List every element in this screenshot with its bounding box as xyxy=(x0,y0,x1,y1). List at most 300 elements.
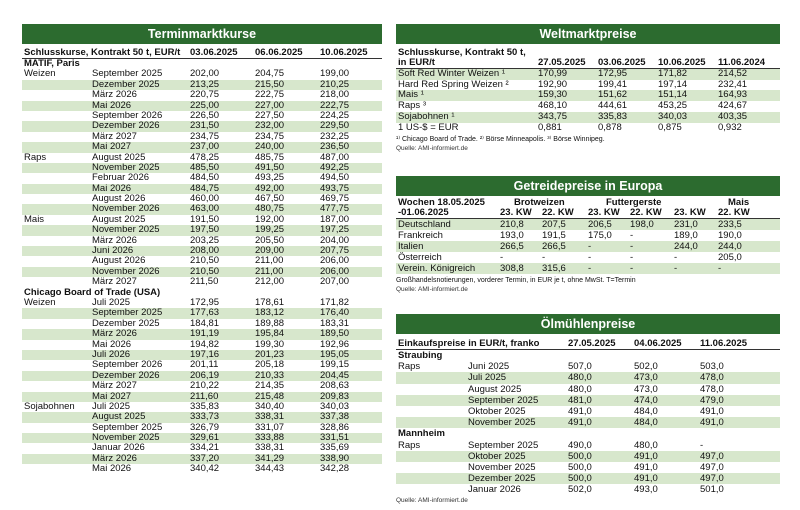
oelmuehlen-price-cell: 473,0 xyxy=(634,372,658,384)
price-cell: 484,50 xyxy=(190,172,220,184)
price-cell: 331,07 xyxy=(255,421,285,433)
getreide-country: Frankreich xyxy=(398,229,443,241)
getreide-price-cell: 244,0 xyxy=(674,240,698,252)
contract-month: Mai 2027 xyxy=(92,390,132,402)
price-cell: 234,75 xyxy=(190,130,220,142)
price-cell: 493,75 xyxy=(320,182,350,194)
weltmarkt-title: Weltmarktpreise xyxy=(396,24,780,44)
price-cell: 207,75 xyxy=(320,245,350,257)
price-cell: 340,40 xyxy=(255,400,285,412)
price-cell: 338,31 xyxy=(255,411,285,423)
oelmuehlen-section-row xyxy=(396,350,780,361)
oelmuehlen-panel xyxy=(396,314,780,510)
price-cell: 199,25 xyxy=(255,224,285,236)
contract-month: März 2026 xyxy=(92,234,137,246)
oelmuehlen-delivery-month: September 2025 xyxy=(468,394,539,406)
weltmarkt-price-cell: 232,41 xyxy=(718,78,748,90)
terminmarkt-table-row xyxy=(22,329,382,339)
oelmuehlen-price-cell: - xyxy=(700,439,704,451)
price-cell: 210,50 xyxy=(190,265,220,277)
oelmuehlen-delivery-month: November 2025 xyxy=(468,461,536,473)
price-cell: 210,25 xyxy=(320,78,350,90)
oelmuehlen-price-cell: 497,0 xyxy=(700,461,724,473)
oelmuehlen-price-cell: 501,0 xyxy=(700,484,724,496)
price-cell: 209,00 xyxy=(255,245,285,257)
terminmarkt-table-row xyxy=(22,90,382,100)
price-cell: 493,25 xyxy=(255,172,285,184)
getreide-kw-6: 22. KW xyxy=(718,207,750,219)
oelmuehlen-price-cell: 480,0 xyxy=(568,372,592,384)
oelmuehlen-table-row xyxy=(396,372,780,383)
weltmarkt-date-3: 10.06.2025 xyxy=(658,57,706,69)
oelmuehlen-price-cell: 491,0 xyxy=(568,405,592,417)
getreide-price-cell: 190,0 xyxy=(718,229,742,241)
weltmarkt-date-1: 27.05.2025 xyxy=(538,57,586,69)
weltmarkt-price-cell: 171,82 xyxy=(658,67,688,79)
getreide-country: Deutschland xyxy=(398,218,451,230)
price-cell: 189,88 xyxy=(255,317,285,329)
getreide-price-cell: 308,8 xyxy=(500,262,524,274)
price-cell: 344,43 xyxy=(255,463,285,475)
price-cell: 184,81 xyxy=(190,317,220,329)
getreide-price-cell: - xyxy=(630,240,634,252)
weltmarkt-price-cell: 199,41 xyxy=(598,78,628,90)
getreide-price-cell: - xyxy=(588,240,592,252)
terminmarkt-header-date-3: 10.06.2025 xyxy=(320,47,368,58)
getreide-group-mais: Mais xyxy=(728,197,750,208)
contract-month: März 2027 xyxy=(92,276,137,288)
price-cell: 199,30 xyxy=(255,338,285,350)
terminmarkt-header-label: Schlusskurse, Kontrakt 50 t, EUR/t xyxy=(24,47,181,58)
oelmuehlen-price-cell: 490,0 xyxy=(568,439,592,451)
price-cell: 485,50 xyxy=(190,161,220,173)
weltmarkt-price-cell: 151,14 xyxy=(658,89,688,101)
price-cell: 227,50 xyxy=(255,109,285,121)
price-cell: 183,31 xyxy=(320,317,350,329)
price-cell: 201,11 xyxy=(190,359,219,371)
contract-month: September 2026 xyxy=(92,359,163,371)
getreide-table-row xyxy=(396,230,780,241)
contract-month: Mai 2027 xyxy=(92,141,132,153)
oelmuehlen-delivery-month: Oktober 2025 xyxy=(468,405,526,417)
getreide-price-cell: - xyxy=(674,262,678,274)
terminmarkt-title: Terminmarktkurse xyxy=(22,24,382,44)
price-cell: 189,50 xyxy=(320,328,350,340)
oelmuehlen-header-date-3: 11.06.2025 xyxy=(700,338,748,349)
price-cell: 492,00 xyxy=(255,182,285,194)
price-cell: 211,00 xyxy=(255,255,284,267)
weltmarkt-price-cell: 0,875 xyxy=(658,121,682,133)
terminmarkt-header-date-2: 06.06.2025 xyxy=(255,47,303,58)
getreide-price-cell: - xyxy=(630,229,634,241)
price-cell: 469,75 xyxy=(320,193,350,205)
weltmarkt-price-cell: 197,14 xyxy=(658,78,688,90)
price-cell: 240,00 xyxy=(255,141,285,153)
contract-month: Mai 2026 xyxy=(92,463,132,475)
contract-month: September 2025 xyxy=(92,421,163,433)
getreide-price-cell: 191,5 xyxy=(542,229,566,241)
price-cell: 215,48 xyxy=(255,390,285,402)
getreide-group-brotweizen: Brotweizen xyxy=(514,197,565,208)
getreide-kw-3: 23. KW xyxy=(588,207,620,219)
oelmuehlen-delivery-month: Januar 2026 xyxy=(468,484,521,496)
price-cell: 485,75 xyxy=(255,151,285,163)
price-cell: 338,90 xyxy=(320,452,350,464)
weltmarkt-price-cell: 444,61 xyxy=(598,100,628,112)
getreide-country: Verein. Königreich xyxy=(398,262,476,274)
oelmuehlen-price-cell: 479,0 xyxy=(700,394,724,406)
price-cell: 333,73 xyxy=(190,411,220,423)
price-cell: 478,25 xyxy=(190,151,220,163)
oelmuehlen-table-row xyxy=(396,462,780,473)
contract-month: November 2025 xyxy=(92,224,160,236)
price-cell: 197,25 xyxy=(320,224,350,236)
contract-month: Dezember 2026 xyxy=(92,369,160,381)
weltmarkt-source: Quelle: AMI-informiert.de xyxy=(396,144,468,152)
getreide-table-row xyxy=(396,219,780,230)
contract-month: November 2026 xyxy=(92,203,160,215)
oelmuehlen-table-row xyxy=(396,395,780,406)
price-cell: 177,63 xyxy=(190,307,220,319)
commodity-label: Weizen xyxy=(24,68,56,80)
getreide-price-cell: 207,5 xyxy=(542,218,566,230)
getreide-price-cell: 266,5 xyxy=(500,240,524,252)
commodity-label: Raps xyxy=(24,151,47,163)
contract-month: März 2027 xyxy=(92,130,137,142)
oelmuehlen-price-cell: 491,0 xyxy=(568,417,592,429)
getreide-table-body xyxy=(396,219,780,274)
weltmarkt-product-name: Mais ¹ xyxy=(398,89,424,101)
oelmuehlen-price-cell: 478,0 xyxy=(700,383,724,395)
getreide-source: Quelle: AMI-informiert.de xyxy=(396,286,468,294)
price-cell: 237,00 xyxy=(190,141,220,153)
price-cell: 215,50 xyxy=(255,78,285,90)
price-cell: 335,69 xyxy=(320,442,350,454)
price-cell: 207,00 xyxy=(320,276,350,288)
contract-month: Juli 2025 xyxy=(92,400,131,412)
price-cell: 234,75 xyxy=(255,130,285,142)
price-cell: 204,00 xyxy=(320,234,350,246)
contract-month: November 2026 xyxy=(92,265,160,277)
weltmarkt-price-cell: 159,30 xyxy=(538,89,568,101)
weltmarkt-table-body xyxy=(396,69,780,134)
price-cell: 224,25 xyxy=(320,109,350,121)
contract-month: September 2026 xyxy=(92,109,163,121)
commodity-label: Mais xyxy=(24,213,45,225)
price-cell: 236,50 xyxy=(320,141,350,153)
getreide-price-cell: - xyxy=(630,251,634,263)
price-cell: 341,29 xyxy=(255,452,285,464)
commodity-label: Weizen xyxy=(24,296,56,308)
price-cell: 232,25 xyxy=(320,130,350,142)
contract-month: März 2026 xyxy=(92,328,137,340)
getreide-header-row-2 xyxy=(396,208,780,218)
terminmarkt-section-label: MATIF, Paris xyxy=(24,58,80,69)
getreide-price-cell: 193,0 xyxy=(500,229,524,241)
price-cell: 227,00 xyxy=(255,99,285,111)
price-cell: 178,61 xyxy=(255,296,285,308)
getreide-table-row xyxy=(396,263,780,274)
weltmarkt-price-cell: 192,90 xyxy=(538,78,568,90)
oelmuehlen-delivery-month: Dezember 2025 xyxy=(468,473,536,485)
oelmuehlen-price-cell: 484,0 xyxy=(634,405,658,417)
price-cell: 492,25 xyxy=(320,161,350,173)
getreide-price-cell: 206,5 xyxy=(588,218,612,230)
contract-month: Dezember 2026 xyxy=(92,120,160,132)
oelmuehlen-price-cell: 507,0 xyxy=(568,361,592,373)
getreide-kw-2: 22. KW xyxy=(542,207,574,219)
price-cell: 484,75 xyxy=(190,182,220,194)
commodity-label: Sojabohnen xyxy=(24,400,75,412)
oelmuehlen-price-cell: 491,0 xyxy=(634,450,658,462)
contract-month: Mai 2026 xyxy=(92,338,132,350)
price-cell: 210,22 xyxy=(190,380,220,392)
oelmuehlen-price-cell: 491,0 xyxy=(634,461,658,473)
contract-month: August 2025 xyxy=(92,151,146,163)
oelmuehlen-delivery-month: Juli 2025 xyxy=(468,372,507,384)
price-cell: 209,83 xyxy=(320,390,350,402)
weltmarkt-product-name: Raps ³ xyxy=(398,100,426,112)
oelmuehlen-delivery-month: Juni 2025 xyxy=(468,361,510,373)
weltmarkt-price-cell: 0,878 xyxy=(598,121,622,133)
price-cell: 191,19 xyxy=(190,328,220,340)
oelmuehlen-price-cell: 500,0 xyxy=(568,450,592,462)
getreide-country: Italien xyxy=(398,240,424,252)
weltmarkt-product-name: Soft Red Winter Weizen ¹ xyxy=(398,67,506,79)
price-cell: 176,40 xyxy=(320,307,350,319)
oelmuehlen-commodity: Raps xyxy=(398,361,421,373)
getreide-panel xyxy=(396,176,780,306)
price-cell: 467,50 xyxy=(255,193,285,205)
getreide-price-cell: 315,6 xyxy=(542,262,566,274)
oelmuehlen-table-row xyxy=(396,440,780,451)
weltmarkt-price-cell: 403,35 xyxy=(718,110,748,122)
oelmuehlen-header-row xyxy=(396,337,780,350)
weltmarkt-price-cell: 335,83 xyxy=(598,110,628,122)
weltmarkt-price-cell: 0,881 xyxy=(538,121,562,133)
price-cell: 204,75 xyxy=(255,68,285,80)
terminmarkt-table-row xyxy=(22,464,382,474)
oelmuehlen-price-cell: 480,0 xyxy=(634,439,658,451)
oelmuehlen-header-date-1: 27.05.2025 xyxy=(568,338,616,349)
getreide-price-cell: 205,0 xyxy=(718,251,742,263)
price-cell: 218,00 xyxy=(320,89,350,101)
price-cell: 463,00 xyxy=(190,203,220,215)
weltmarkt-date-2: 03.06.2025 xyxy=(598,57,646,69)
price-cell: 211,50 xyxy=(190,276,219,288)
oelmuehlen-price-cell: 497,0 xyxy=(700,450,724,462)
contract-month: März 2027 xyxy=(92,380,137,392)
contract-month: Februar 2026 xyxy=(92,172,150,184)
price-cell: 220,75 xyxy=(190,89,220,101)
weltmarkt-table-row xyxy=(396,123,780,134)
price-cell: 183,12 xyxy=(255,307,285,319)
oelmuehlen-table-row xyxy=(396,451,780,462)
oelmuehlen-commodity: Raps xyxy=(398,439,421,451)
getreide-table-row xyxy=(396,252,780,263)
oelmuehlen-price-cell: 491,0 xyxy=(634,473,658,485)
getreide-kw-5: 23. KW xyxy=(674,207,706,219)
price-cell: 225,00 xyxy=(190,99,220,111)
getreide-wochen-label-2: -01.06.2025 xyxy=(398,207,449,219)
oelmuehlen-source: Quelle: AMI-informiert.de xyxy=(396,497,468,505)
weltmarkt-date-4: 11.06.2024 xyxy=(718,57,766,69)
price-cell: 171,82 xyxy=(320,296,350,308)
getreide-group-futtergerste: Futtergerste xyxy=(606,197,662,208)
oelmuehlen-price-cell: 500,0 xyxy=(568,473,592,485)
price-cell: 210,33 xyxy=(255,369,285,381)
price-cell: 205,18 xyxy=(255,359,285,371)
oelmuehlen-delivery-month: Oktober 2025 xyxy=(468,450,526,462)
price-cell: 222,75 xyxy=(255,89,285,101)
oelmuehlen-header-label: Einkaufspreise in EUR/t, franko xyxy=(398,338,540,349)
price-cell: 342,28 xyxy=(320,463,350,475)
price-cell: 195,84 xyxy=(255,328,285,340)
weltmarkt-price-cell: 151,62 xyxy=(598,89,628,101)
contract-month: Januar 2026 xyxy=(92,442,145,454)
price-cell: 208,00 xyxy=(190,245,220,257)
oelmuehlen-table-row xyxy=(396,361,780,372)
contract-month: Juli 2025 xyxy=(92,296,131,308)
weltmarkt-footnote: ¹⁾ Chicago Board of Trade. ²⁾ Börse Minneapolis. ³⁾ Börse Winnipeg. xyxy=(396,135,605,143)
oelmuehlen-table-body xyxy=(396,350,780,495)
oelmuehlen-price-cell: 484,0 xyxy=(634,417,658,429)
price-cell: 331,51 xyxy=(320,432,350,444)
price-cell: 199,00 xyxy=(320,68,350,80)
getreide-price-cell: 175,0 xyxy=(588,229,612,241)
price-cell: 337,38 xyxy=(320,411,350,423)
price-cell: 340,42 xyxy=(190,463,220,475)
contract-month: Juni 2026 xyxy=(92,245,134,257)
price-cell: 187,00 xyxy=(320,213,350,225)
weltmarkt-price-cell: 214,52 xyxy=(718,67,748,79)
price-cell: 231,50 xyxy=(190,120,220,132)
oelmuehlen-section-label: Straubing xyxy=(398,350,443,361)
oelmuehlen-delivery-month: November 2025 xyxy=(468,417,536,429)
oelmuehlen-delivery-month: September 2025 xyxy=(468,439,539,451)
getreide-price-cell: 189,0 xyxy=(674,229,698,241)
oelmuehlen-price-cell: 497,0 xyxy=(700,473,724,485)
price-cell: 210,50 xyxy=(190,255,220,267)
price-cell: 334,21 xyxy=(190,442,220,454)
terminmarkt-header-date-1: 03.06.2025 xyxy=(190,47,238,58)
oelmuehlen-section-row xyxy=(396,428,780,439)
price-cell: 204,45 xyxy=(320,369,350,381)
oelmuehlen-price-cell: 493,0 xyxy=(634,484,658,496)
price-cell: 208,63 xyxy=(320,380,350,392)
contract-month: Dezember 2025 xyxy=(92,78,160,90)
price-cell: 214,35 xyxy=(255,380,285,392)
oelmuehlen-header-date-2: 04.06.2025 xyxy=(634,338,682,349)
price-cell: 199,15 xyxy=(320,359,350,371)
contract-month: November 2025 xyxy=(92,161,160,173)
weltmarkt-product-name: Hard Red Spring Weizen ² xyxy=(398,78,509,90)
getreide-price-cell: - xyxy=(674,251,678,263)
weltmarkt-price-cell: 424,67 xyxy=(718,100,748,112)
price-cell: 477,75 xyxy=(320,203,350,215)
getreide-country: Österreich xyxy=(398,251,442,263)
getreide-price-cell: - xyxy=(588,262,592,274)
price-cell: 480,75 xyxy=(255,203,285,215)
getreide-price-cell: 198,0 xyxy=(630,218,654,230)
terminmarkt-table-body xyxy=(22,59,382,475)
oelmuehlen-price-cell: 502,0 xyxy=(634,361,658,373)
getreide-kw-4: 22. KW xyxy=(630,207,662,219)
price-cell: 487,00 xyxy=(320,151,350,163)
weltmarkt-price-cell: 453,25 xyxy=(658,100,688,112)
price-cell: 202,00 xyxy=(190,68,220,80)
price-cell: 213,25 xyxy=(190,78,220,90)
oelmuehlen-price-cell: 491,0 xyxy=(700,417,724,429)
contract-month: November 2025 xyxy=(92,432,160,444)
terminmarkt-table-row xyxy=(22,142,382,152)
price-cell: 232,00 xyxy=(255,120,285,132)
getreide-title: Getreidepreise in Europa xyxy=(396,176,780,196)
weltmarkt-price-cell: 170,99 xyxy=(538,67,568,79)
oelmuehlen-price-cell: 503,0 xyxy=(700,361,724,373)
price-cell: 494,50 xyxy=(320,172,350,184)
contract-month: Dezember 2025 xyxy=(92,317,160,329)
price-cell: 212,00 xyxy=(255,276,285,288)
getreide-wochen-label-1: Wochen 18.05.2025 xyxy=(398,197,485,208)
weltmarkt-header-label-1: Schlusskurse, Kontrakt 50 t, xyxy=(398,47,526,58)
price-cell: 337,20 xyxy=(190,452,220,464)
price-cell: 191,50 xyxy=(190,213,220,225)
contract-month: März 2026 xyxy=(92,452,137,464)
getreide-table-row xyxy=(396,241,780,252)
getreide-price-cell: - xyxy=(630,262,634,274)
getreide-price-cell: 210,8 xyxy=(500,218,524,230)
price-cell: 338,31 xyxy=(255,442,285,454)
oelmuehlen-price-cell: 502,0 xyxy=(568,484,592,496)
oelmuehlen-price-cell: 491,0 xyxy=(700,405,724,417)
getreide-price-cell: - xyxy=(542,251,546,263)
getreide-price-cell: 266,5 xyxy=(542,240,566,252)
oelmuehlen-table-row xyxy=(396,384,780,395)
oelmuehlen-price-cell: 473,0 xyxy=(634,383,658,395)
oelmuehlen-price-cell: 478,0 xyxy=(700,372,724,384)
price-cell: 197,16 xyxy=(190,348,220,360)
price-cell: 205,50 xyxy=(255,234,285,246)
price-cell: 211,00 xyxy=(255,265,284,277)
price-cell: 326,79 xyxy=(190,421,220,433)
getreide-price-cell: 231,0 xyxy=(674,218,698,230)
price-cell: 340,03 xyxy=(320,400,350,412)
price-cell: 206,00 xyxy=(320,255,350,267)
price-cell: 201,23 xyxy=(255,348,285,360)
weltmarkt-price-cell: 0,932 xyxy=(718,121,742,133)
oelmuehlen-price-cell: 474,0 xyxy=(634,394,658,406)
weltmarkt-product-name: 1 US-$ = EUR xyxy=(398,121,459,133)
price-cell: 460,00 xyxy=(190,193,220,205)
price-cell: 211,60 xyxy=(190,390,219,402)
weltmarkt-price-cell: 343,75 xyxy=(538,110,568,122)
price-cell: 333,88 xyxy=(255,432,285,444)
contract-month: August 2026 xyxy=(92,193,146,205)
weltmarkt-product-name: Sojabohnen ¹ xyxy=(398,110,455,122)
getreide-price-cell: - xyxy=(718,262,722,274)
price-cell: 203,25 xyxy=(190,234,220,246)
weltmarkt-table-row xyxy=(396,69,780,80)
weltmarkt-price-cell: 468,10 xyxy=(538,100,568,112)
oelmuehlen-section-label: Mannheim xyxy=(398,428,445,440)
price-cell: 206,19 xyxy=(190,369,220,381)
price-cell: 329,61 xyxy=(190,432,220,444)
getreide-price-cell: - xyxy=(500,251,504,263)
contract-month: August 2025 xyxy=(92,411,146,423)
getreide-kw-1: 23. KW xyxy=(500,207,532,219)
contract-month: März 2026 xyxy=(92,89,137,101)
